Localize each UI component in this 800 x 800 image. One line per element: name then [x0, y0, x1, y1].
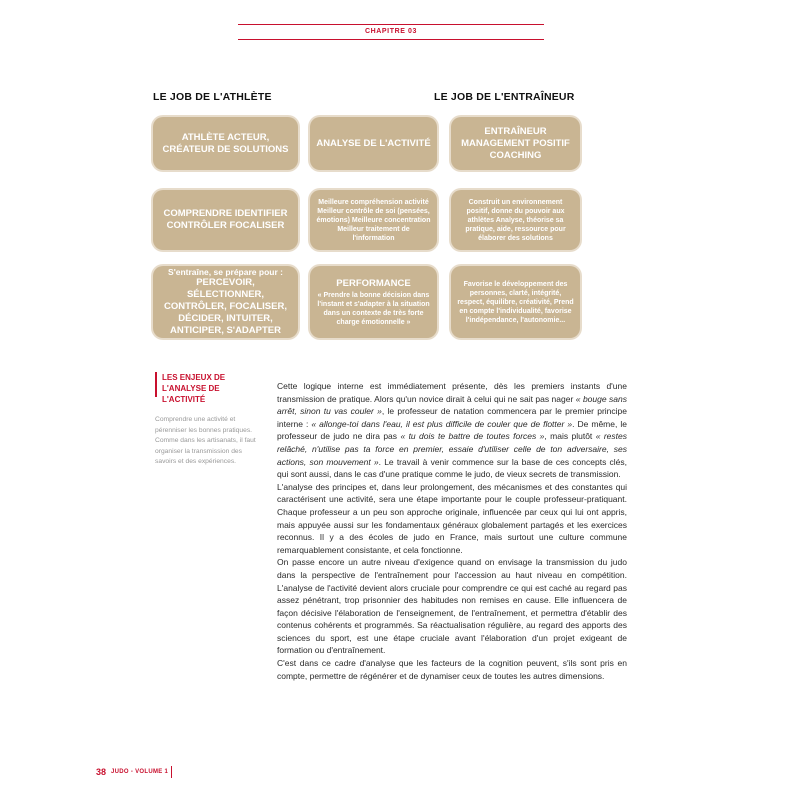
paragraph-1: Cette logique interne est immédiatement présente, dès les premiers instants d'une transmission de pratique. Alors qu'un novice dirait à celui qui ne sait pas nager « bouge sans arrêt, sinon tu vas couler », le professeur de natation commencera par le premier principe interne : « allonge-toi dans l'eau, il est plus difficile de couler que de flotter ». De même, le professeur de judo ne dira pas « tu dois te battre de toutes forces », mais plutôt « restes relâché, n'utilise pas ta force en premier, essaie d'utiliser celle de ton adversaire, ses actions, son mouvement ». Le travail à venir commence sur la base de ces concepts clés, qui sont aussi, dans le cas d'une pratique comme le judo, de vieux secrets de transmission. — [277, 381, 628, 480]
athlete-column-title: LE JOB DE L'ATHLÈTE — [153, 91, 272, 103]
page-footer — [96, 766, 172, 778]
box-coach-management-text: ENTRAÎNEUR MANAGEMENT POSITIF COACHING — [461, 125, 570, 161]
box-analysis-benefits — [310, 190, 437, 250]
box-performance-title: PERFORMANCE — [336, 277, 411, 289]
box-athlete-actor-text: ATHLÈTE ACTEUR, CRÉATEUR DE SOLUTIONS — [162, 131, 289, 155]
box-activity-analysis-text: ANALYSE DE L'ACTIVITÉ — [316, 137, 431, 149]
box-coach-environment — [451, 190, 580, 250]
sidebar-title-line1: LES ENJEUX DE — [162, 373, 226, 382]
box-athlete-actor — [153, 117, 298, 170]
box-coach-environment-text: Construit un environnement positif, donne du pouvoir aux athlètes Analyse, théorise sa pratique, aide, ressource pour élaborer des solutions — [465, 198, 566, 242]
box-athlete-training-text: PERCEVOIR, SÉLECTIONNER, CONTRÔLER, FOCALISER, DÉCIDER, INTUITER, ANTICIPER, S'ADAPTER — [164, 277, 287, 337]
box-athlete-training-intro: S'entraîne, se prépare pour : — [168, 266, 283, 277]
box-analysis-benefits-text: Meilleure compréhension activité Meilleur contrôle de soi (pensées, émotions) Meilleure concentration Meilleur traitement de l'information — [316, 198, 431, 242]
footer-divider — [171, 766, 172, 778]
chapter-label: CHAPITRE 03 — [364, 28, 418, 35]
box-coach-management — [451, 117, 580, 170]
box-athlete-skills-text: COMPRENDRE IDENTIFIER CONTRÔLER FOCALISER — [163, 208, 288, 231]
chapter-header — [238, 24, 544, 40]
coach-column-title: LE JOB DE L'ENTRAÎNEUR — [434, 91, 575, 103]
sidebar-accent-bar — [155, 372, 157, 397]
box-performance-quote: « Prendre la bonne décision dans l'instant et s'adapter à la situation dans un contexte de très forte charge émotionnelle » — [317, 291, 430, 326]
box-coach-development — [451, 266, 580, 338]
footer-label: JUDO - VOLUME 1 — [111, 769, 169, 775]
sidebar-text: Comprendre une activité et pérenniser les bonnes pratiques. Comme dans les artisanats, il faut organiser la transmission des savoirs et des expériences. — [155, 416, 256, 465]
box-activity-analysis — [310, 117, 437, 170]
sidebar-title — [162, 372, 265, 405]
body-text — [277, 380, 627, 682]
box-athlete-skills — [153, 190, 298, 250]
paragraph-4: C'est dans ce cadre d'analyse que les facteurs de la cognition peuvent, s'ils sont pris en compte, permettre de régénérer et de dynamiser ceux de toutes les autres dimensions. — [277, 658, 627, 681]
chapter-rule-bottom — [238, 39, 544, 40]
box-athlete-training — [153, 266, 298, 338]
paragraph-3: On passe encore un autre niveau d'exigence quand on envisage la transmission du judo dans la perspective de l'entraînement pour l'accession au haut niveau en compétition. L'analyse de l'activité devient alors cruciale pour comprendre ce qui est caché au regard pas assez pénétrant, trop prisonnier des habitudes non remises en cause. Elle influencera de façon décisive l'élaboration de l'enseignement, de l'entraînement, et permettra d'établir des contenus cohérents et programmés. Sa réactualisation régulière, au regard des apports des sciences du sport, est une étape cruciale avant l'élaboration d'un projet exigeant de formation ou d'entraînement. — [277, 557, 627, 656]
sidebar — [155, 372, 265, 468]
page-number: 38 — [96, 767, 107, 777]
sidebar-title-line2: L'ANALYSE DE L'ACTIVITÉ — [162, 384, 220, 404]
box-coach-development-text: Favorise le développement des personnes, clarté, intégrité, respect, équilibre, créativité, Prend en compte l'individualité, favorise l'indépendance, l'autonomie... — [457, 280, 574, 324]
box-performance — [310, 266, 437, 338]
paragraph-2: L'analyse des principes et, dans leur prolongement, des mécanismes et des constantes qui caractérisent une activité, sera une étape importante pour le couple professeur-pratiquant. Chaque professeur a un peu son approche originale, influencée par ceux qui lui ont appris, mais appuyée aussi sur les fondamentaux généraux globalement partagés et les exercices reconnus. Il y a des écoles de judo en France, mais surtout une culture commune remarquablement consistante, et cela fonctionne. — [277, 481, 627, 555]
